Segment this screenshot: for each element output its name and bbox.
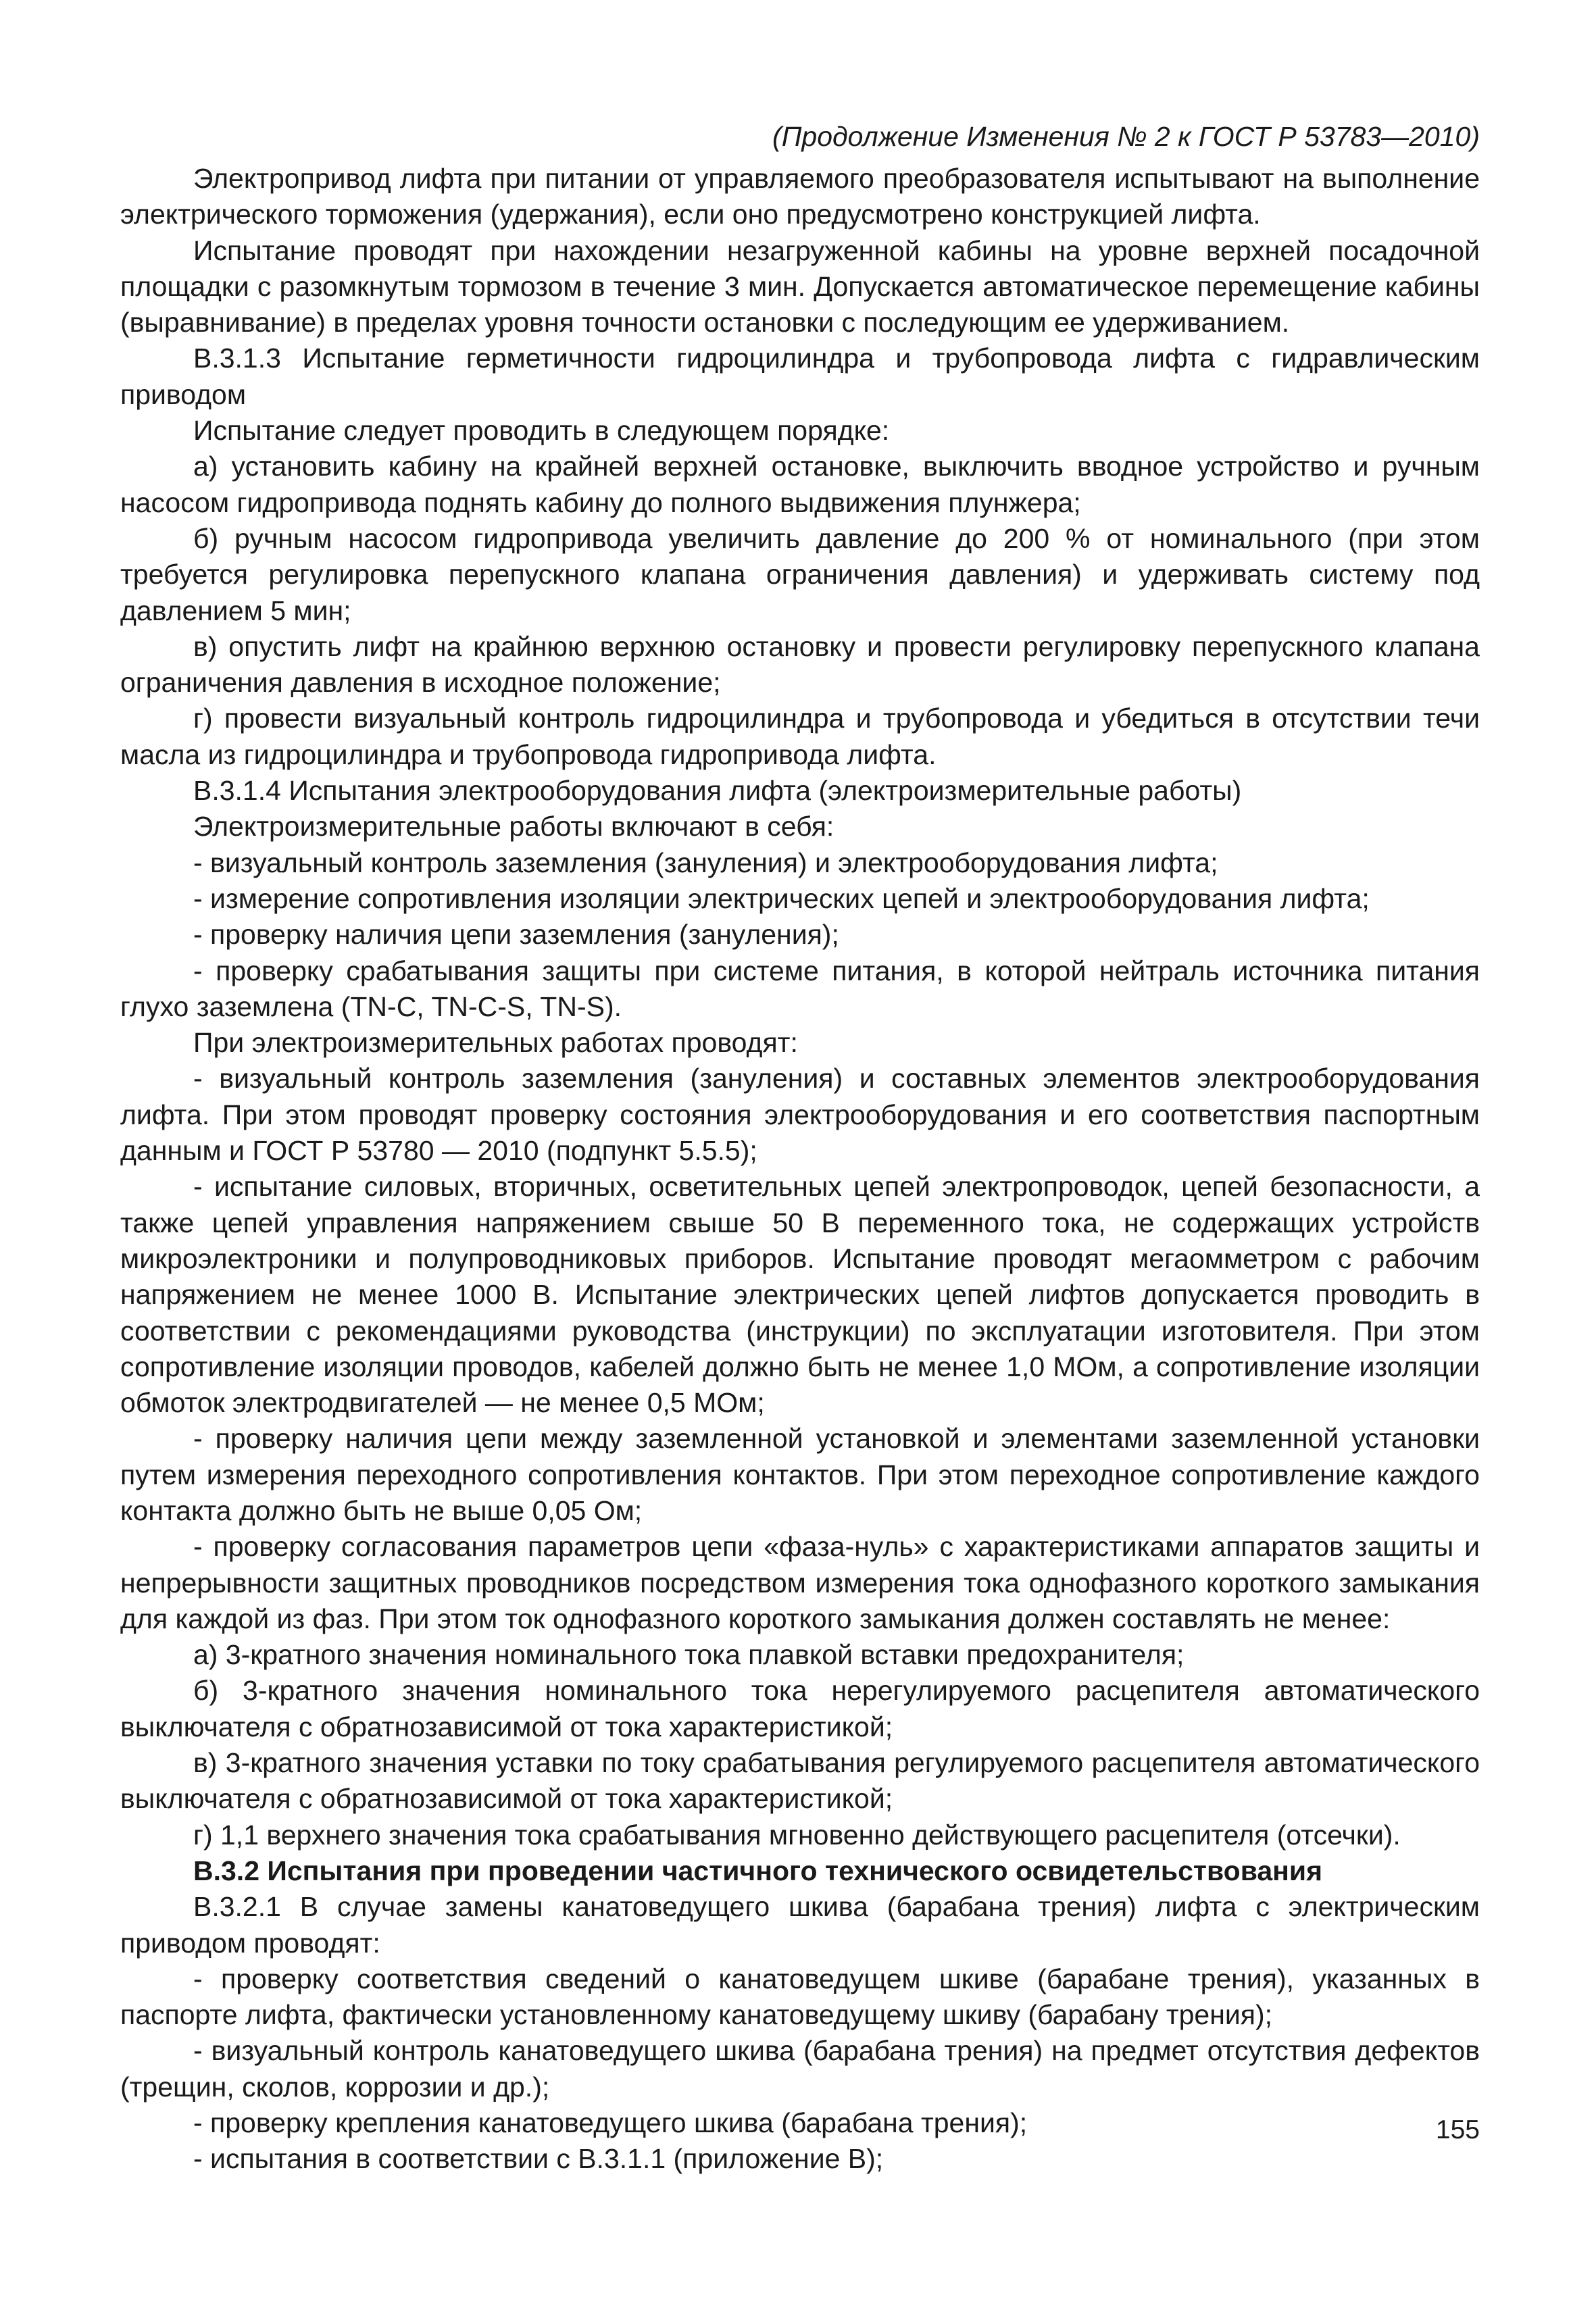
list-item: б) 3-кратного значения номинального тока нерегулируемого расцепителя автоматического выключателя с обратнозависимой от тока характеристикой; xyxy=(120,1675,1480,1742)
clause-heading: В.3.1.4 Испытания электрооборудования лифта (электроизмерительные работы) xyxy=(193,775,1242,807)
list-item: а) установить кабину на крайней верхней остановке, выключить вводное устройство и ручным насосом гидропривода поднять кабину до полного выдвижения плунжера; xyxy=(120,451,1480,518)
list-item: - измерение сопротивления изоляции электрических цепей и электрооборудования лифта; xyxy=(193,882,1370,914)
clause-heading: В.3.1.3 Испытание герметичности гидроцилиндра и трубопровода лифта с гидравлическим приводом xyxy=(120,343,1480,410)
list-item: - проверку наличия цепи между заземленной установкой и элементами заземленной установки путем измерения переходного сопротивления контактов. При этом переходное сопротивление каждого контакта должно быть не выше 0,05 Ом; xyxy=(120,1423,1480,1526)
paragraph: Электропривод лифта при питании от управляемого преобразователя испытывают на выполнение электрического торможения (удержания), если оно предусмотрено конструкцией лифта. xyxy=(120,163,1480,230)
list-item: - визуальный контроль канатоведущего шкива (барабана трения) на предмет отсутствия дефектов (трещин, сколов, коррозии и др.); xyxy=(120,2035,1480,2103)
list-item: - визуальный контроль заземления (зануления) и электрооборудования лифта; xyxy=(193,847,1218,878)
paragraph: Испытание проводят при нахождении незагруженной кабины на уровне верхней посадочной площадки с разомкнутым тормозом в течение 3 мин. Допускается автоматическое перемещение кабины (выравнивание) в пределах уровня точности остановки с последующим ее удерживанием. xyxy=(120,234,1480,338)
list-item: - проверку наличия цепи заземления (зануления); xyxy=(193,919,839,951)
list-item: в) опустить лифт на крайнюю верхнюю остановку и провести регулировку перепускного клапана ограничения давления в исходное положение; xyxy=(120,630,1480,699)
list-item: - проверку срабатывания защиты при системе питания, в которой нейтраль источника питания глухо заземлена (TN-C, TN-C-S, TN-S). xyxy=(120,955,1480,1022)
paragraph: При электроизмерительных работах проводят: xyxy=(193,1027,798,1059)
list-item: б) ручным насосом гидропривода увеличить давление до 200 % от номинального (при этом требуется регулировка перепускного клапана ограничения давления) и удерживать систему под давлением 5 мин; xyxy=(120,522,1480,626)
list-item: г) провести визуальный контроль гидроцилиндра и трубопровода и убедиться в отсутствии течи масла из гидроцилиндра и трубопровода гидропривода лифта. xyxy=(120,703,1480,770)
document-page xyxy=(120,119,1480,2178)
document-body xyxy=(120,161,1480,2178)
list-item: - испытание силовых, вторичных, осветительных цепей электропроводок, цепей безопасности, а также цепей управления напряжением свыше 50 В переменного тока, не содержащих устройств микроэлектроники и полупроводниковых приборов. Испытание проводят мегаомметром с рабочим напряжением не менее 1000 В. Испытание электрических цепей лифтов допускается проводить в соответствии с рекомендациями руководства (инструкции) по эксплуатации изготовителя. При этом сопротивление изоляции проводов, кабелей должно быть не менее 1,0 МОм, а сопротивление изоляции обмоток электродвигателей — не менее 0,5 МОм; xyxy=(120,1171,1480,1419)
running-header: (Продолжение Изменения № 2 к ГОСТ Р 53783—2010) xyxy=(772,121,1480,152)
list-item: - визуальный контроль заземления (зануления) и составных элементов электрооборудования лифта. При этом проводят проверку состояния электрооборудования и его соответствия паспортным данным и ГОСТ Р 53780 — 2010 (подпункт 5.5.5); xyxy=(120,1063,1480,1167)
list-item: в) 3-кратного значения уставки по току срабатывания регулируемого расцепителя автоматического выключателя с обратнозависимой от тока характеристикой; xyxy=(120,1747,1480,1815)
list-item: - проверку согласования параметров цепи «фаза-нуль» с характеристиками аппаратов защиты и непрерывности защитных проводников посредством измерения тока однофазного короткого замыкания для каждой из фаз. При этом ток однофазного короткого замыкания должен составлять не менее: xyxy=(120,1531,1480,1634)
list-item: г) 1,1 верхнего значения тока срабатывания мгновенно действующего расцепителя (отсечки). xyxy=(193,1819,1401,1851)
list-item: а) 3-кратного значения номинального тока плавкой вставки предохранителя; xyxy=(193,1639,1184,1671)
clause-heading: В.3.2.1 В случае замены канатоведущего шкива (барабана трения) лифта с электрическим приводом проводят: xyxy=(120,1891,1480,1959)
section-heading: В.3.2 Испытания при проведении частичного технического освидетельствования xyxy=(193,1855,1323,1886)
paragraph: Испытание следует проводить в следующем порядке: xyxy=(193,415,890,447)
list-item: - проверку крепления канатоведущего шкива (барабана трения); xyxy=(193,2107,1028,2139)
list-item: - испытания в соответствии с В.3.1.1 (приложение В); xyxy=(193,2143,884,2175)
list-item: - проверку соответствия сведений о канатоведущем шкиве (барабане трения), указанных в паспорте лифта, фактически установленному канатоведущему шкиву (барабану трения); xyxy=(120,1963,1480,2031)
paragraph: Электроизмерительные работы включают в себя: xyxy=(193,811,834,842)
page-number: 155 xyxy=(1435,2115,1480,2144)
